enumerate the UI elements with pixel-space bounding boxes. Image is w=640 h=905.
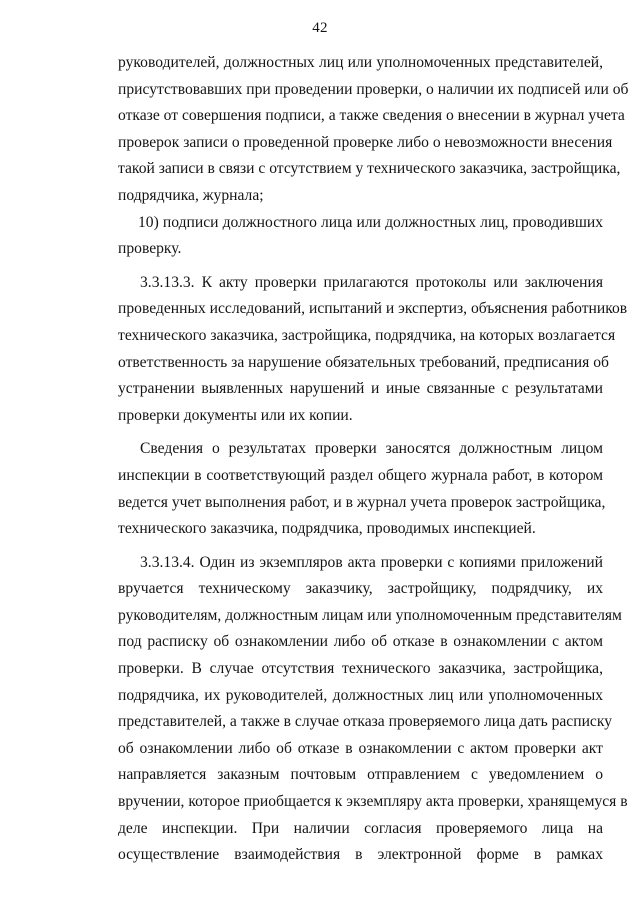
text-line: отказе от совершения подписи, а также сведения о внесении в журнал учета xyxy=(118,107,625,125)
text-line: ведется учет выполнения работ, и в журнал учета проверок застройщика, xyxy=(118,493,606,511)
text-line: подрядчика, их руководителей, должностных лиц или уполномоченных xyxy=(118,686,603,704)
document-body xyxy=(118,50,629,869)
text-line: устранении выявленных нарушений и иные связанные с результатами xyxy=(118,380,603,398)
text-line: осуществление взаимодействия в электронной форме в рамках xyxy=(118,846,603,864)
paragraph-continuation xyxy=(118,50,629,210)
paragraph-3-3-13-3 xyxy=(118,270,628,430)
text-line: проверку. xyxy=(118,240,182,258)
text-line: представителей, а также в случае отказа проверяемого лица дать расписку xyxy=(118,713,612,731)
paragraph-results xyxy=(118,436,606,542)
paragraph-gap xyxy=(118,543,603,550)
text-line: проверки документы или их копии. xyxy=(118,406,353,424)
text-line: деле инспекции. При наличии согласия проверяемого лица на xyxy=(118,819,603,837)
text-line: подрядчика, журнала; xyxy=(118,186,264,204)
text-line: об ознакомлении либо об отказе в ознакомлении с актом проверки акт xyxy=(118,739,603,757)
paragraph-3-3-13-4 xyxy=(118,550,628,869)
paragraph-item-10 xyxy=(118,210,603,263)
text-line: вручается техническому заказчику, застройщику, подрядчику, их xyxy=(118,580,603,598)
text-line: 3.3.13.4. Один из экземпляров акта проверки с копиями приложений xyxy=(140,553,603,571)
text-line: такой записи в связи с отсутствием у технического заказчика, застройщика, xyxy=(118,160,621,178)
text-line: руководителей, должностных лиц или уполномоченных представителей, xyxy=(118,54,603,71)
text-line: технического заказчика, застройщика, подрядчика, на которых возлагается xyxy=(118,326,616,344)
text-line: проверки. В случае отсутствия технического заказчика, застройщика, xyxy=(118,660,603,678)
text-line: руководителям, должностным лицам или уполномоченным представителям xyxy=(118,606,622,624)
text-line: технического заказчика, подрядчика, проводимых инспекцией. xyxy=(118,520,536,538)
page-number: 42 xyxy=(312,20,328,36)
text-line: Сведения о результатах проверки заносятся должностным лицом xyxy=(140,440,603,458)
text-line: инспекции в соответствующий раздел общего журнала работ, в котором xyxy=(118,466,603,484)
text-line: вручении, которое приобщается к экземпляру акта проверки, хранящемуся в xyxy=(118,793,628,811)
text-line: проверок записи о проведенной проверке либо о невозможности внесения xyxy=(118,133,613,151)
text-line: проведенных исследований, испытаний и экспертиз, объяснения работников xyxy=(118,300,628,318)
text-line: направляется заказным почтовым отправлением с уведомлением о xyxy=(118,766,603,784)
text-line: присутствовавших при проведении проверки, о наличии их подписей или об xyxy=(118,80,629,98)
text-line: 3.3.13.3. К акту проверки прилагаются протоколы или заключения xyxy=(140,273,603,291)
paragraph-gap xyxy=(118,263,603,270)
text-line: под расписку об ознакомлении либо об отказе в ознакомлении с актом xyxy=(118,633,603,651)
paragraph-gap xyxy=(118,429,603,436)
text-line: 10) подписи должностного лица или должностных лиц, проводивших xyxy=(138,213,603,231)
text-line: ответственность за нарушение обязательных требований, предписания об xyxy=(118,353,609,371)
